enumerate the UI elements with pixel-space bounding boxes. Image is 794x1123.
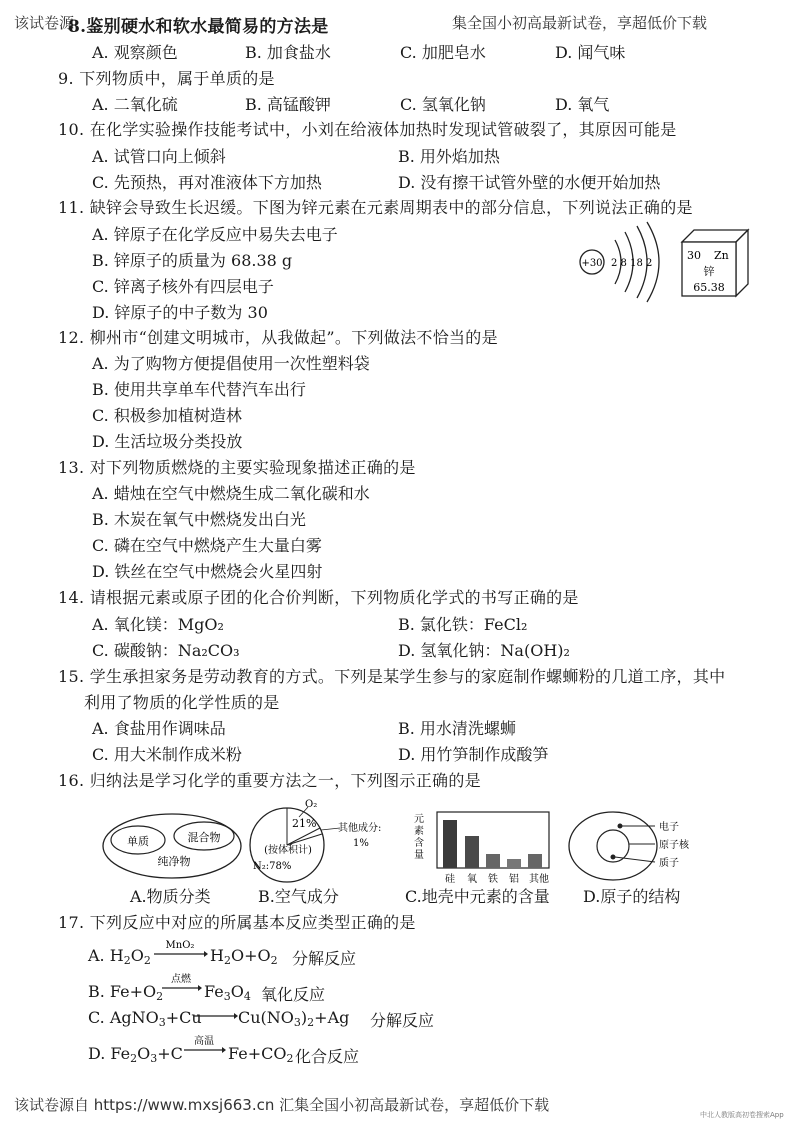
q12-option-b: B. 使用共享单车代替汽车出行 [92, 380, 306, 399]
watermark-bottom: 该试卷源自 https://www.mxsj663.cn 汇集全国小初高最新试卷，享超低价下载 [14, 1096, 550, 1114]
q17b-products: $Fe_3O_4$ [204, 982, 251, 1003]
q15-option-b: B. 用水清洗螺蛳 [398, 719, 516, 738]
diagram-b-air-composition [245, 797, 385, 885]
q17d-products: $Fe+CO_2$ [228, 1044, 294, 1065]
question-8-stem: 8.鉴别硬水和软水最简易的方法是 [68, 17, 329, 37]
q12-option-c: C. 积极参加植树造林 [92, 406, 242, 425]
diagram-c-ylabel-2: 素 [414, 826, 424, 837]
question-15-stem-line2: 利用了物质的化学性质的是 [84, 693, 280, 712]
diagram-c-label-al: 铝 [509, 874, 519, 885]
q17b-type: 氧化反应 [261, 985, 326, 1004]
diagram-c-bar-o [465, 836, 479, 868]
q12-option-d: D. 生活垃圾分类投放 [92, 432, 243, 451]
q17-option-b: B. $Fe+O_2$ [88, 982, 164, 1003]
diagram-b-caption: B.空气成分 [258, 887, 339, 906]
q12-option-a: A. 为了购物方便提倡使用一次性塑料袋 [92, 354, 370, 373]
q10-option-b: B. 用外焰加热 [398, 147, 500, 166]
q17d-condition: 高温 [194, 1036, 214, 1047]
zinc-atom-structure-diagram [575, 218, 675, 303]
q17-option-d: D. $Fe_2O_3+C$ [88, 1044, 183, 1065]
q11-option-a: A. 锌原子在化学反应中易失去电子 [92, 225, 338, 244]
q10-option-d: D. 没有擦干试管外壁的水便开始加热 [398, 173, 661, 192]
question-17-stem: 17. 下列反应中对应的所属基本反应类型正确的是 [58, 913, 416, 932]
question-11-stem: 11. 缺锌会导致生长迟缓。下图为锌元素在元素周期表中的部分信息，下列说法正确的是 [58, 198, 693, 217]
q17c-type: 分解反应 [370, 1011, 435, 1030]
diagram-d-proton: 质子 [659, 858, 679, 869]
q8-option-c: C. 加肥皂水 [400, 43, 486, 62]
q9-option-b: B. 高锰酸钾 [245, 95, 331, 114]
watermark-top-right: 集全国小初高最新试卷，享超低价下载 [452, 14, 708, 32]
q13-option-b: B. 木炭在氧气中燃烧发出白光 [92, 510, 306, 529]
diagram-b-basis: (按体积计) [264, 845, 312, 856]
zinc-symbol: Zn [714, 249, 729, 262]
q17a-products: $H_2O+O_2$ [210, 946, 278, 967]
diagram-b-other-percent: 1% [353, 838, 369, 849]
diagram-d-atom-structure [565, 808, 695, 884]
diagram-c-bar-other [528, 854, 542, 868]
q15-option-d: D. 用竹笋制作成酸笋 [398, 745, 549, 764]
question-12-stem: 12. 柳州市“创建文明城市，从我做起”。下列做法不恰当的是 [58, 328, 498, 347]
diagram-b-n2: N₂:78% [253, 861, 292, 872]
question-14-stem: 14. 请根据元素或原子团的化合价判断，下列物质化学式的书写正确的是 [58, 588, 579, 607]
q13-option-c: C. 磷在空气中燃烧产生大量白雾 [92, 536, 322, 555]
diagram-a-pure-label: 纯净物 [157, 855, 191, 868]
q8-option-d: D. 闻气味 [555, 43, 626, 62]
q17a-condition: MnO₂ [165, 940, 195, 951]
diagram-c-label-si: 硅 [445, 874, 455, 885]
q13-option-a: A. 蜡烛在空气中燃烧生成二氧化碳和水 [92, 484, 370, 503]
diagram-a-classification [100, 810, 250, 882]
zinc-nucleus-charge: +30 [581, 258, 603, 269]
zinc-periodic-cell [680, 228, 752, 298]
diagram-c-bar-al [507, 859, 521, 868]
diagram-d-nucleus: 原子核 [659, 840, 689, 851]
q13-option-d: D. 铁丝在空气中燃烧会火星四射 [92, 562, 323, 581]
q17-option-a: A. $H_2O_2$ [88, 946, 151, 967]
diagram-b-o2-percent: 21% [292, 817, 317, 830]
diagram-a-caption: A.物质分类 [130, 887, 211, 906]
q9-option-d: D. 氧气 [555, 95, 610, 114]
diagram-b-other-label: 其他成分: [338, 823, 382, 834]
diagram-c-bar-si [443, 820, 457, 868]
q8-option-a: A. 观察颜色 [92, 43, 178, 62]
question-9-stem: 9. 下列物质中，属于单质的是 [58, 69, 275, 88]
diagram-c-label-o: 氧 [467, 874, 477, 885]
diagram-c-crust-elements-chart [405, 806, 555, 886]
diagram-a-mixture: 混合物 [187, 831, 221, 844]
diagram-c-label-other: 其他 [529, 874, 549, 885]
zinc-atomic-number: 30 [687, 249, 701, 262]
q17c-products: $Cu(NO_3)_2+Ag$ [238, 1008, 350, 1029]
q9-option-c: C. 氢氧化钠 [400, 95, 486, 114]
diagram-c-ylabel-4: 量 [414, 850, 424, 861]
q10-option-a: A. 试管口向上倾斜 [92, 147, 226, 166]
q17b-condition: 点燃 [171, 974, 191, 985]
q17c-arrow [192, 1004, 238, 1026]
q14-option-c: C. 碳酸钠：Na₂CO₃ [92, 641, 240, 660]
q17-option-c: C. AgNO$_3$+Cu [88, 1008, 202, 1029]
diagram-c-ylabel-1: 元 [414, 814, 424, 825]
q14-option-b: B. 氯化铁：FeCl₂ [398, 615, 528, 634]
q17a-arrow [152, 938, 208, 964]
zinc-name: 锌 [703, 265, 715, 278]
q11-option-b: B. 锌原子的质量为 68.38 g [92, 251, 293, 270]
q8-option-b: B. 加食盐水 [245, 43, 331, 62]
diagram-d-caption: D.原子的结构 [583, 887, 681, 906]
q15-option-c: C. 用大米制作成米粉 [92, 745, 242, 764]
q10-option-c: C. 先预热，再对准液体下方加热 [92, 173, 322, 192]
q17d-arrow [182, 1034, 226, 1060]
diagram-c-ylabel-3: 含 [414, 838, 424, 849]
diagram-b-o2: O₂ [305, 799, 318, 810]
q11-option-d: D. 锌原子的中子数为 30 [92, 303, 268, 322]
watermark-top-left: 该试卷源 [14, 14, 75, 32]
diagram-a-pure-substance: 单质 [127, 835, 149, 848]
zinc-mass: 65.38 [693, 281, 725, 294]
q17d-type: 化合反应 [295, 1047, 360, 1066]
q14-option-d: D. 氢氧化钠：Na(OH)₂ [398, 641, 570, 660]
diagram-c-label-fe: 铁 [488, 874, 498, 885]
question-16-stem: 16. 归纳法是学习化学的重要方法之一，下列图示正确的是 [58, 771, 481, 790]
q11-option-c: C. 锌离子核外有四层电子 [92, 277, 274, 296]
diagram-d-electron: 电子 [659, 822, 679, 833]
question-10-stem: 10. 在化学实验操作技能考试中，小刘在给液体加热时发现试管破裂了，其原因可能是 [58, 120, 677, 139]
watermark-bottom-right-small: 中北人教版高初卷搜索App [700, 1111, 784, 1119]
diagram-c-bar-fe [486, 854, 500, 868]
q17b-arrow [160, 972, 202, 998]
zinc-electron-shells: 2 8 18 2 [611, 258, 653, 269]
q15-option-a: A. 食盐用作调味品 [92, 719, 226, 738]
diagram-c-caption: C.地壳中元素的含量 [405, 887, 550, 906]
question-13-stem: 13. 对下列物质燃烧的主要实验现象描述正确的是 [58, 458, 416, 477]
q9-option-a: A. 二氧化硫 [92, 95, 178, 114]
q17a-type: 分解反应 [292, 949, 357, 968]
question-15-stem: 15. 学生承担家务是劳动教育的方式。下列是某学生参与的家庭制作螺蛳粉的几道工序，其中 [58, 667, 726, 686]
q14-option-a: A. 氧化镁：MgO₂ [92, 615, 224, 634]
